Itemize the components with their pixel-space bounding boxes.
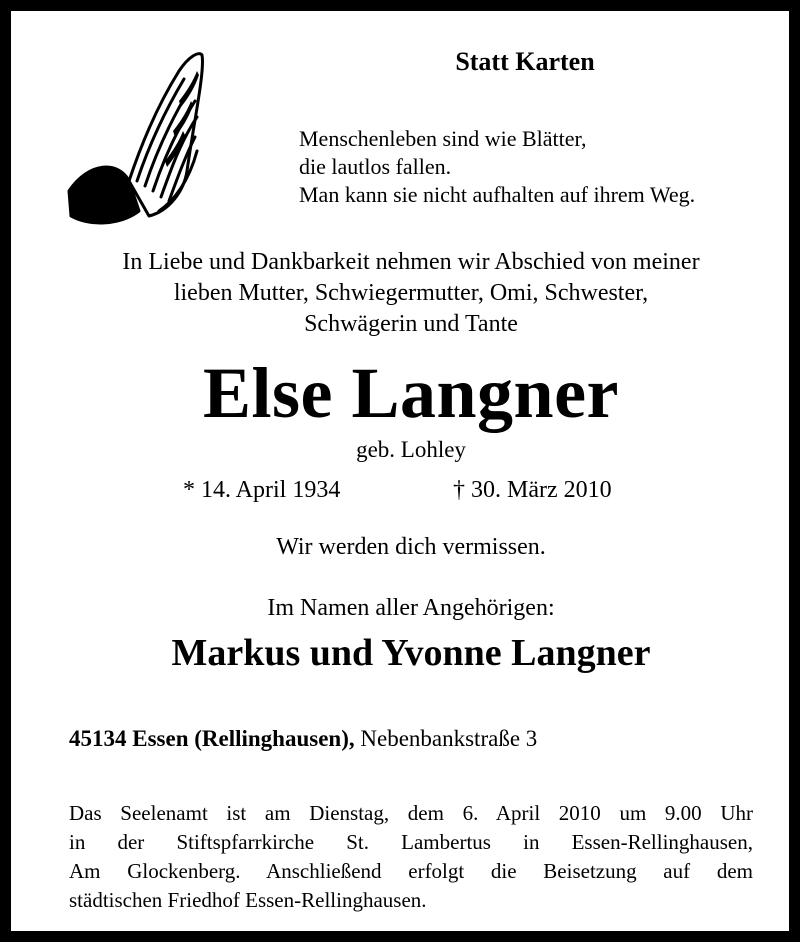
service-line: in der Stiftspfarrkirche St. Lambertus in Essen-Rellinghausen, bbox=[69, 830, 753, 854]
poem-line: Menschenleben sind wie Blätter, bbox=[299, 126, 587, 151]
maiden-name: geb. Lohley bbox=[356, 437, 466, 462]
intro-line: lieben Mutter, Schwiegermutter, Omi, Schwester, bbox=[173, 280, 649, 306]
service-line: Am Glockenberg. Anschließend erfolgt die Beisetzung auf dem bbox=[69, 859, 753, 883]
birth-date: * 14. April 1934 bbox=[183, 477, 341, 503]
deceased-name: Else Langner bbox=[202, 353, 620, 433]
intro-line: Schwägerin und Tante bbox=[304, 311, 518, 337]
poem bbox=[299, 125, 695, 209]
motto: Wir werden dich vermissen. bbox=[276, 534, 546, 560]
poem-line: Man kann sie nicht aufhalten auf ihrem Weg. bbox=[299, 182, 696, 207]
intro-text bbox=[11, 247, 800, 340]
address bbox=[69, 726, 537, 752]
address-street: Nebenbankstraße 3 bbox=[360, 726, 538, 751]
family-signature: Markus und Yvonne Langner bbox=[171, 632, 651, 674]
death-date: † 30. März 2010 bbox=[453, 477, 612, 503]
service-details bbox=[69, 799, 753, 915]
service-line: Das Seelenamt ist am Dienstag, dem 6. April 2010 um 9.00 Uhr bbox=[69, 801, 753, 825]
intro-line: In Liebe und Dankbarkeit nehmen wir Abschied von meiner bbox=[122, 249, 700, 275]
on-behalf-line: Im Namen aller Angehörigen: bbox=[267, 595, 555, 621]
poem-line: die lautlos fallen. bbox=[299, 154, 452, 179]
service-line: städtischen Friedhof Essen-Rellinghausen. bbox=[69, 888, 427, 912]
header-title: Statt Karten bbox=[455, 47, 595, 76]
address-city: 45134 Essen (Rellinghausen), bbox=[69, 726, 355, 751]
